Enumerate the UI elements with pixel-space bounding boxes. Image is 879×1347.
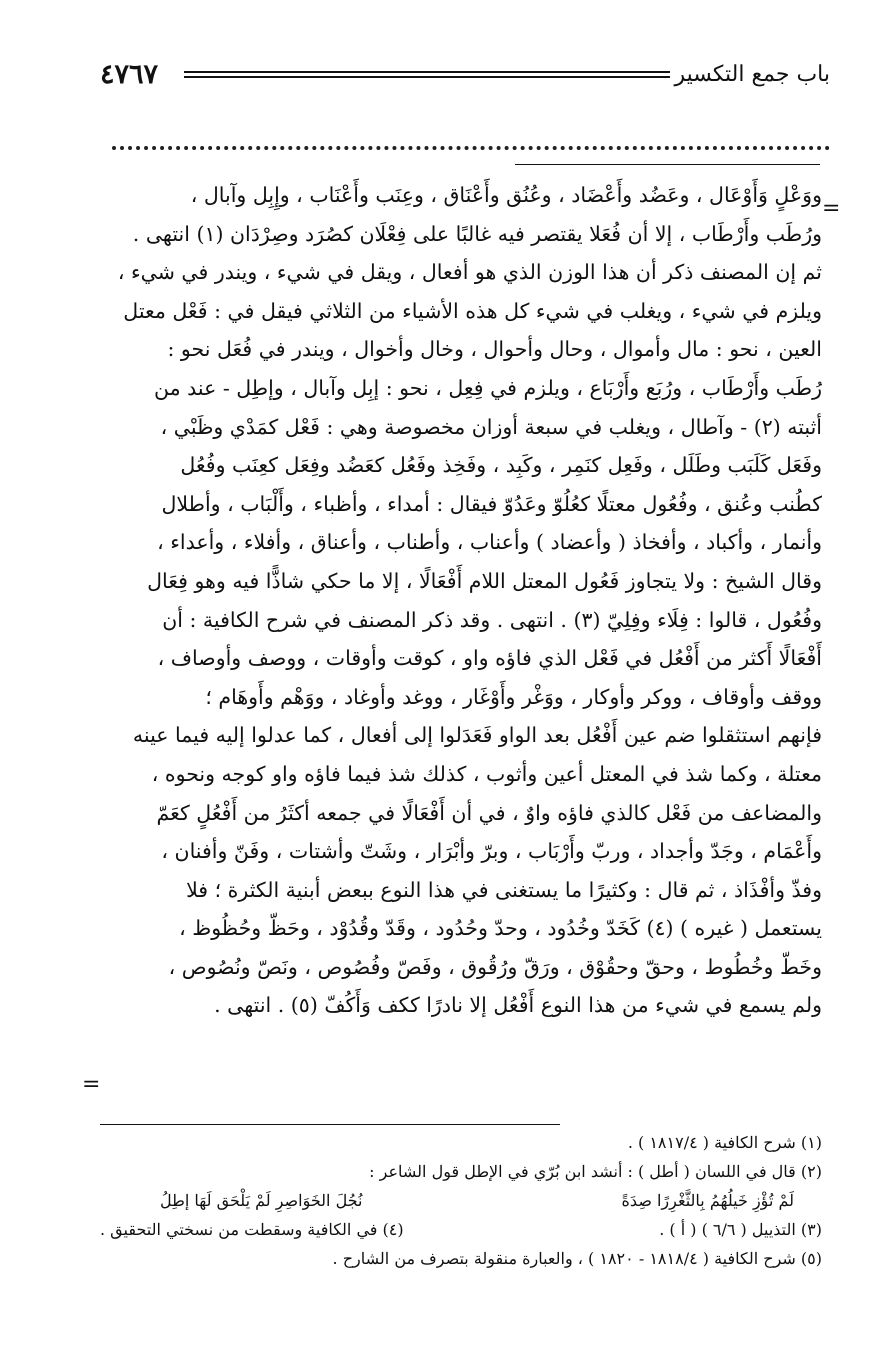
body-line: وخَطّ وخُطُوط ، وحقّ وحقُوْق ، ورَقّ ورُقُوق ، وفَصّ وفُصُوص ، ونَصّ ونُصُوص ، [168,954,822,979]
footnote-1: (١) شرح الكافية ( ١٨١٧/٤ ) . [627,1133,822,1152]
body-line: أثبته (٢) - وآطال ، ويغلب في سبعة أوزان مخصوصة وهي : فَعْل كمَدْي وظَبْي ، [160,414,822,439]
footnote-3: (٣) التذييل ( ٦/٦ ) ( أ ) . [659,1220,822,1239]
body-line: كطُنب وعُنق ، وفُعُول معتلًا كعُلُوّ وعَدُوّ فيقال : أمداء ، وأظباء ، وأَلْبَاب ، وأطلال [161,491,822,516]
footnote-5: (٥) شرح الكافية ( ١٨١٨/٤ - ١٨٢٠ ) ، والعبارة منقولة بتصرف من الشارح . [332,1249,822,1268]
footnote-2: (٢) قال في اللسان ( أطل ) : أنشد ابن بُرّي في الإطل قول الشاعر : [369,1162,822,1181]
verse-first-hemistich: لَمْ تُؤْزِ خَيلُهُمُ بِالثَّغْرِرًا صِدَةً [621,1191,794,1210]
body-line: ووقف وأوقاف ، ووكر وأوكار ، ووَغْر وأَوْغَار ، ووغد وأوغاد ، ووَهْم وأَوهَام ؛ [205,684,822,709]
body-line: وفذّ وأفْذَاذ ، ثم قال : وكثيرًا ما يستغنى في هذا النوع ببعض أبنية الكثرة ؛ فلا [186,877,822,902]
footnote-4: (٤) في الكافية وسقطت من نسختي التحقيق . [100,1220,404,1239]
top-rule [515,164,820,165]
body-line: العين ، نحو : مال وأموال ، وحال وأحوال ، وخال وأخوال ، ويندر في فُعَل نحو : [167,337,822,362]
body-line: فإنهم استثقلوا ضم عين أَفْعُل بعد الواو فَعَدَلوا إلى أفعال ، كما عدلوا إليه فيما عينه [132,723,822,748]
footnote-row-3-4 [100,1215,822,1244]
body-line: وقال الشيخ : ولا يتجاوز فَعُول المعتل اللام أَفْعَالًا ، إلا ما حكي شاذًّا فيه وهو فِعَال [147,568,822,593]
body-line: ثم إن المصنف ذكر أن هذا الوزن الذي هو أفعال ، ويقل في شيء ، ويندر في شيء ، [117,260,822,285]
body-line: وأنمار ، وأكباد ، وأفخاذ ( وأعضاد ) وأعناب ، وأطناب ، وأعناق ، وأفلاء ، وأعداء ، [157,530,822,555]
footnote-rule [100,1124,560,1125]
verse-second-hemistich: نُجُلَ الخَوَاصِرِ لَمْ يَلْحَق لَهَا إطِلُ [160,1191,363,1210]
body-text [100,176,822,1025]
body-line: ويلزم في شيء ، ويغلب في شيء كل هذه الأشياء من الثلاثي فيقل في : فَعْل معتل [123,298,822,323]
body-line: وفَعَل كَلَبَب وطَلَل ، وفَعِل كنَمِر ، وكَبِد ، وفَخِذ وفَعُل كعَضُد وفِعَل كعِنَب وفُعُل [180,453,822,478]
footnote-verse [100,1186,822,1215]
continuation-mark-end: = [82,1072,101,1097]
body-line: أَفْعَالًا أَكثر من أَفْعُل في فَعْل الذي فاؤه واو ، كوقت وأوقات ، ووصف وأوصاف ، [157,646,822,671]
body-line: ورُطَب وأَرْطَاب ، إلا أن فُعَلا يقتصر فيه غالبًا على فِعْلَان كصُرَد وصِرْدَان (١) انتهى . [132,221,822,246]
dotted-separator [112,140,830,150]
continuation-mark-start: = [822,196,841,221]
chapter-title: باب جمع التكسير [674,62,830,87]
running-header [100,58,830,98]
body-line: ووَعْلٍ وَأَوْعَال ، وعَضُد وأَعْضَاد ، وعُنُق وأَعْنَاق ، وعِنَب وأَعْنَاب ، وإِبِل وآبال ، [190,183,822,207]
footnotes [100,1128,822,1273]
body-line: وأَعْمَام ، وجَدّ وأجداد ، وربّ وأَرْبَاب ، وبرّ وأبْرَار ، وشَتّ وأشتات ، وفَنّ وأفنان ، [161,839,822,864]
body-line: وفُعُول ، قالوا : فِلَاء وفِلِيّ (٣) . انتهى . وقد ذكر المصنف في شرح الكافية : أن [162,607,822,632]
body-line: رُطَب وأَرْطَاب ، ورُبَع وأَرْبَاع ، ويلزم في فِعِل ، نحو : إبِل وآبال ، وإطِل - عند من [154,375,822,400]
body-line: معتلة ، وكما شذ في المعتل أعين وأثوب ، كذلك شذ فيما فاؤه واو كوجه ونحوه ، [151,761,822,786]
body-line: ولم يسمع في شيء من هذا النوع أَفْعُل إلا نادرًا ككف وَأَكُفّ (٥) . انتهى . [214,993,822,1018]
body-line: والمضاعف من فَعْل كالذي فاؤه واوٌ ، في أن أَفْعَالًا في جمعه أكثَرُ من أَفْعُلٍ كعَمّ [156,800,822,825]
page-number: ٤٧٦٧ [100,59,159,90]
header-double-rule [184,71,670,78]
body-line: يستعمل ( غيره ) (٤) كَخَدّ وخُدُود ، وحدّ وحُدُود ، وقَدّ وقُدُوْد ، وحَظّ وحُظُوظ ، [179,916,822,941]
